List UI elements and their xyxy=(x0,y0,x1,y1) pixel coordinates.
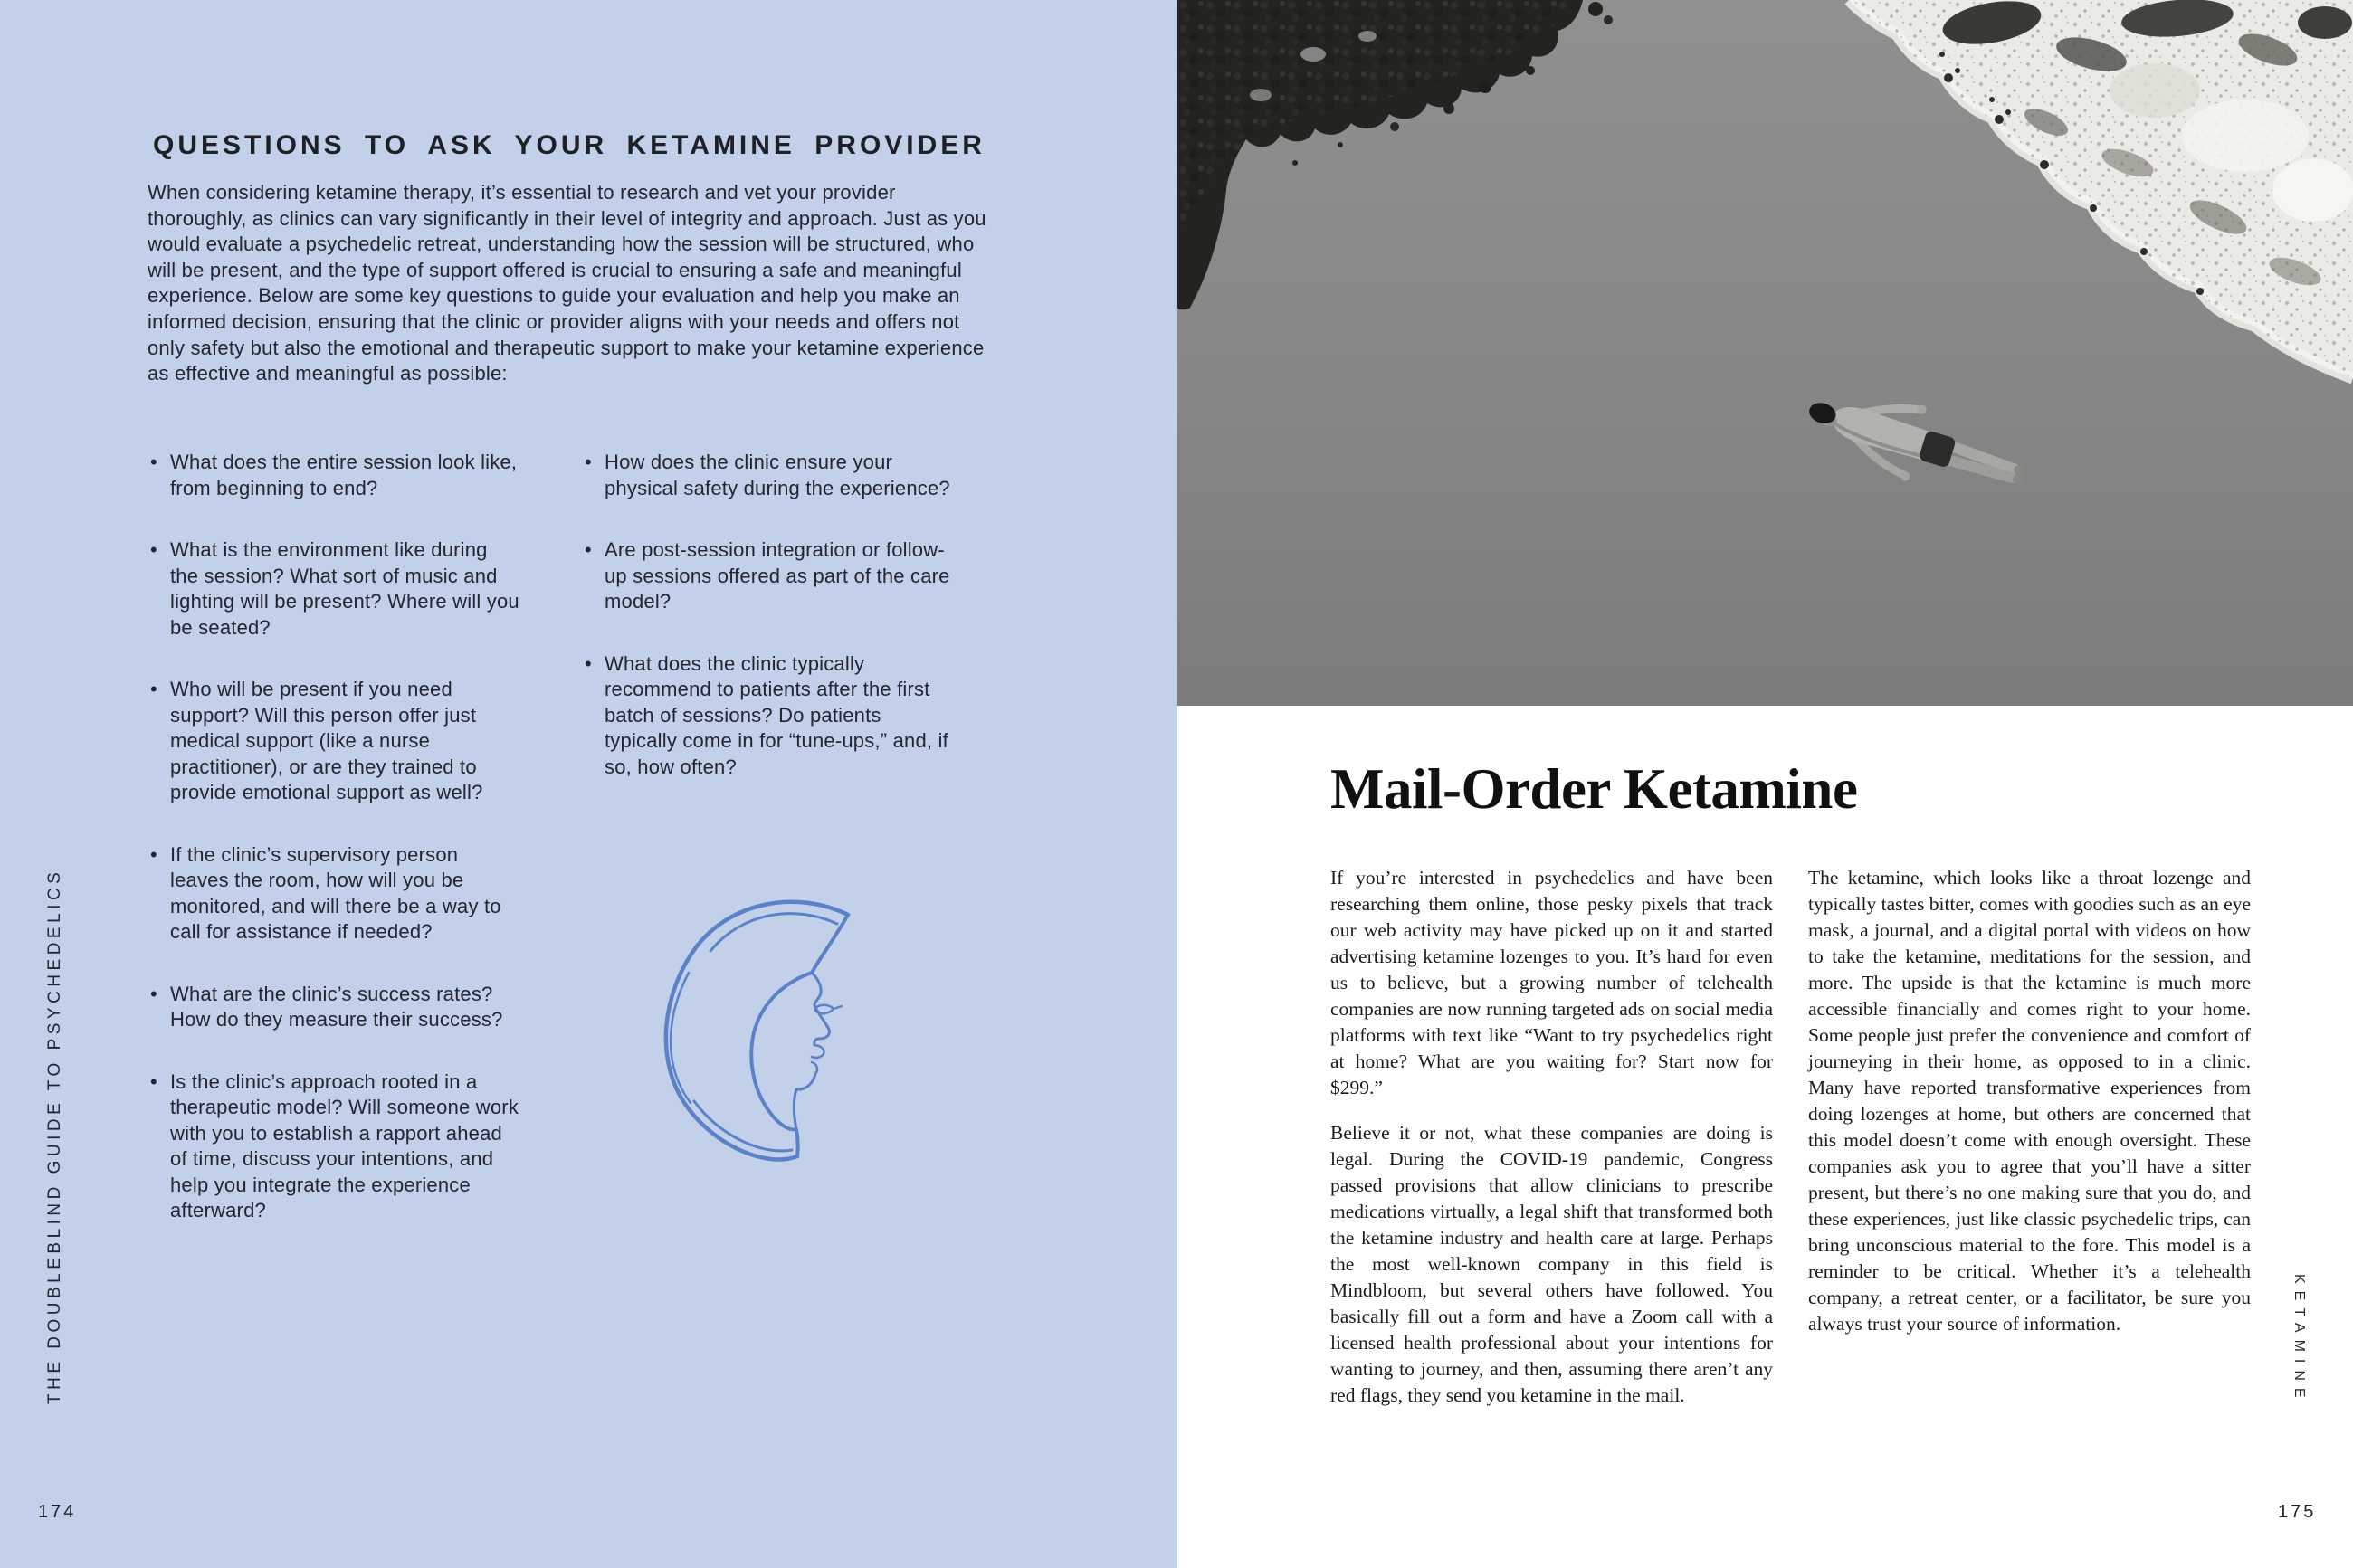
question-text: What is the environment like during the session? What sort of music and lighting will be present? Where will you be seated? xyxy=(170,538,519,639)
question-item xyxy=(150,982,521,1033)
question-item xyxy=(150,677,521,806)
question-item xyxy=(150,842,521,946)
body-paragraph: If you’re interested in psychedelics and have been researching them online, those pesky pixels that track our web activity may have picked up on it and started advertising ketamine lozenges to you. It’s hard for even us to believe, but a growing number of telehealth companies are now running targeted ads on social media platforms with text like “Want to try psychedelics right at home? What are you waiting for? Start now for $299.” xyxy=(1330,867,1773,1098)
body-column-2 xyxy=(1808,865,2251,1356)
question-item xyxy=(150,1069,521,1224)
question-text: What does the clinic typically recommend to patients after the first batch of sessions? Do patients typically come in for “tune-ups,” and, if so, how often? xyxy=(605,651,948,778)
bullet-dot: • xyxy=(585,451,592,473)
question-item xyxy=(150,537,521,641)
bullet-dot: • xyxy=(150,678,157,700)
intro-paragraph: When considering ketamine therapy, it’s essential to research and vet your provider thoroughly, as clinics can vary significantly in their level of integrity and approach. Just as you would evaluate a psychedelic retreat, understanding how the session will be structured, who will be present, and the type of support offered is crucial to ensuring a safe and meaningful experience. Below are some key questions to guide your evaluation and help you make an informed decision, ensuring that the clinic or provider aligns with your needs and offers not only safety but also the emotional and therapeutic support to make your ketamine experience as effective and meaningful as possible: xyxy=(148,181,986,385)
bullet-dot: • xyxy=(150,538,157,561)
bullet-dot: • xyxy=(150,982,157,1005)
body-paragraph: Believe it or not, what these companies are doing is legal. During the COVID-19 pandemic, Congress passed provisions that allow clinicians to prescribe medications virtually, a legal shift that transformed both the ketamine industry and health care at large. Perhaps the most well-known company in this field is Mindbloom, but several others have followed. You basically fill out a form and have a Zoom call with a licensed health professional about your intentions for wanting to journey, and then, assuming there aren’t any red flags, they send you ketamine in the mail. xyxy=(1330,1122,1773,1406)
chapter-heading: Mail-Order Ketamine xyxy=(1330,757,1858,821)
page-number-right: 175 xyxy=(2278,1502,2317,1522)
question-text: What does the entire session look like, from beginning to end? xyxy=(170,451,518,499)
bullet-dot: • xyxy=(150,842,157,866)
bullet-dot: • xyxy=(150,1069,157,1093)
question-item xyxy=(585,651,957,781)
question-text: Are post-session integration or follow-up sessions offered as part of the care model? xyxy=(605,538,950,613)
spine-chapter: KETAMINE xyxy=(2291,1274,2307,1405)
question-text: If the clinic’s supervisory person leaves the room, how will you be monitored, and will there be a way to call for assistance if needed? xyxy=(170,842,501,943)
body-column-1 xyxy=(1330,865,1773,1428)
question-text: What are the clinic’s success rates? How do they measure their success? xyxy=(170,982,503,1031)
bullet-dot: • xyxy=(150,451,157,473)
question-text: Is the clinic’s approach rooted in a therapeutic model? Will someone work with you to establish a rapport ahead of time, discuss your intentions, and help you integrate the experience afterward? xyxy=(170,1069,519,1221)
page-number-left: 174 xyxy=(38,1502,77,1522)
question-item xyxy=(585,450,957,501)
floating-swimmer-photo xyxy=(1177,0,2353,706)
question-text: Who will be present if you need support? Will this person offer just medical support (like a nurse practitioner), or are they trained to provide emotional support as well? xyxy=(170,678,483,803)
question-item xyxy=(150,450,521,501)
right-page xyxy=(1177,0,2353,1568)
bullet-dot: • xyxy=(585,538,592,561)
question-item xyxy=(585,537,957,615)
left-spine-text xyxy=(45,869,65,1404)
questions-heading: QUESTIONS TO ASK YOUR KETAMINE PROVIDER xyxy=(153,130,986,160)
crescent-moon-icon xyxy=(659,898,909,1170)
question-text: How does the clinic ensure your physical safety during the experience? xyxy=(605,451,950,499)
spine-title: THE DOUBLEBLIND GUIDE TO PSYCHEDELICS xyxy=(45,868,64,1404)
questions-column-1 xyxy=(150,450,521,1260)
right-spine-text xyxy=(2291,1274,2307,1405)
questions-column-2 xyxy=(585,450,957,816)
body-paragraph: The ketamine, which looks like a throat lozenge and typically tastes bitter, comes with goodies such as an eye mask, a journal, and a digital portal with videos on how to take the ketamine, meditations for the session, and more. The upside is that the ketamine is much more accessible financially and comes right to your home. Some people just prefer the convenience and comfort of journeying in their home, as opposed to in a clinic. Many have reported transformative experiences from doing lozenges at home, but others are concerned that this model doesn’t come with enough oversight. These companies ask you to agree that you’ll have a sitter present, but there’s no one making sure that you do, and these experiences, just like classic psychedelic trips, can bring unconscious material to the fore. This model is a reminder to be critical. Whether it’s a telehealth company, a retreat center, or a facilitator, be sure you always trust your source of information. xyxy=(1808,867,2251,1335)
bullet-dot: • xyxy=(585,651,592,675)
